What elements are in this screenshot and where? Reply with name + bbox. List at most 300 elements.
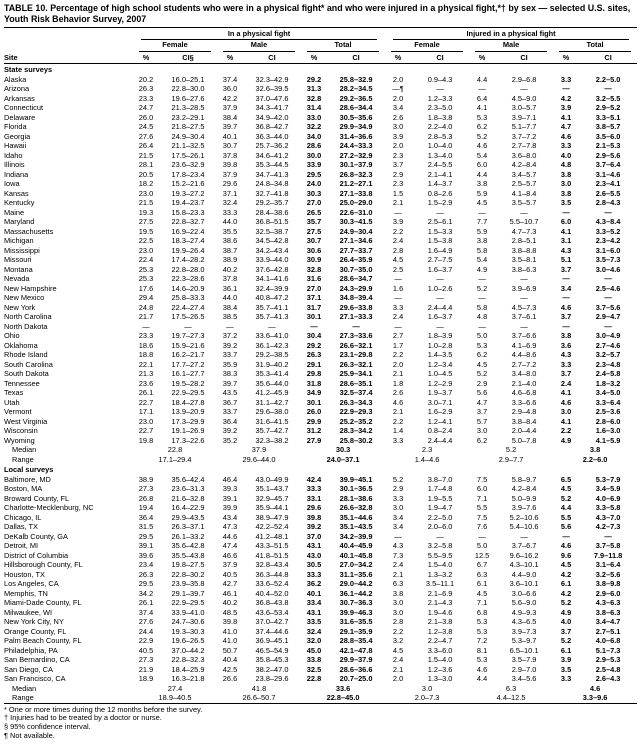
value-cell: 2.2 <box>560 426 572 436</box>
value-cell: 40.1–45.8 <box>339 550 373 560</box>
value-cell: 4.4–8.6 <box>511 350 537 360</box>
value-cell: 2.4 <box>392 560 404 570</box>
value-cell: 4.6 <box>476 141 488 151</box>
value-cell: 18.4–27.8 <box>171 397 205 407</box>
value-cell: 40.2 <box>222 598 238 608</box>
value-cell: 36.3–44.8 <box>255 569 289 579</box>
value-cell: 4.2–8.4 <box>511 160 537 170</box>
value-cell: 1.9–3.7 <box>427 388 453 398</box>
value-cell: 32.4 <box>306 626 322 636</box>
value-cell: — <box>436 207 444 217</box>
value-cell: 4.5 <box>476 198 488 208</box>
value-cell: 4.6 <box>560 397 572 407</box>
value-cell: 43.6–53.4 <box>255 607 289 617</box>
value-cell: 1.6 <box>392 283 404 293</box>
site-row <box>4 436 637 446</box>
value-cell: 24.5 <box>138 122 154 132</box>
pct-header: % <box>133 52 159 64</box>
value-cell: 39.2 <box>222 340 238 350</box>
value-cell: 8.1 <box>476 645 488 655</box>
value-cell: 16.9–22.4 <box>171 226 205 236</box>
site-row <box>4 388 637 398</box>
value-cell: 6.4 <box>476 93 488 103</box>
value-cell: 3.7–6.4 <box>595 160 621 170</box>
site-row <box>4 532 637 542</box>
value-cell: 4.3–7.0 <box>595 512 621 522</box>
value-cell: — <box>436 531 444 541</box>
value-cell: 26.8 <box>138 493 154 503</box>
value-cell: 2.1–6.9 <box>427 588 453 598</box>
value-cell: 2.7–7.5 <box>427 255 453 265</box>
value-cell: 4.1–5.9 <box>595 435 621 445</box>
value-cell: 37.9 <box>222 103 238 113</box>
value-cell: 7.1 <box>476 598 488 608</box>
value-cell: 28.3–34.2 <box>339 426 373 436</box>
value-cell: 18.3–27.4 <box>171 236 205 246</box>
value-cell: 7.2 <box>476 636 488 646</box>
value-cell: 40.4–45.9 <box>339 541 373 551</box>
summary-value: 29.6–44.0 <box>242 454 276 464</box>
site-name: Oklahoma <box>4 340 38 350</box>
value-cell: 6.3 <box>476 569 488 579</box>
value-cell: 19.6–26.5 <box>171 636 205 646</box>
value-cell: 27.5 <box>306 226 322 236</box>
group-header-fight-label: In a physical fight <box>141 28 377 41</box>
value-cell: 2.5–5.7 <box>511 179 537 189</box>
value-cell: 26.1–33.2 <box>171 531 205 541</box>
value-cell: 2.1–4.0 <box>511 378 537 388</box>
value-cell: 2.3–4.2 <box>595 236 621 246</box>
value-cell: 2.2 <box>392 350 404 360</box>
value-cell: 18.6 <box>138 340 154 350</box>
value-cell: 42.2 <box>222 93 238 103</box>
site-name: Memphis, TN <box>4 588 48 598</box>
value-cell: 2.4–5.5 <box>427 160 453 170</box>
site-name: North Dakota <box>4 321 48 331</box>
value-cell: 25.8–33.3 <box>171 293 205 303</box>
value-cell: 3.3 <box>560 359 572 369</box>
site-name: Maryland <box>4 217 35 227</box>
value-cell: 19.7–27.3 <box>171 331 205 341</box>
value-cell: 25.3 <box>138 274 154 284</box>
value-cell: 19.8–27.5 <box>171 560 205 570</box>
value-cell: 35.1–44.6 <box>339 512 373 522</box>
value-cell: 26.5 <box>306 207 322 217</box>
value-cell: 4.7 <box>476 397 488 407</box>
value-cell: 3.7 <box>560 312 572 322</box>
site-row <box>4 579 637 589</box>
value-cell: 36.8–43.8 <box>255 598 289 608</box>
value-cell: 2.4 <box>392 655 404 665</box>
value-cell: 24.8 <box>138 302 154 312</box>
value-cell: 3.8–9.8 <box>595 579 621 589</box>
value-cell: 3.0 <box>560 179 572 189</box>
summary-value: 1.4–4.6 <box>414 454 440 464</box>
value-cell: 31.2 <box>306 426 322 436</box>
value-cell: 3.5 <box>560 198 572 208</box>
summary-value: 5.2 <box>505 445 517 455</box>
value-cell: 29.8 <box>306 369 322 379</box>
value-cell: 3.8–6.3 <box>595 607 621 617</box>
value-cell: 43.3–51.5 <box>255 541 289 551</box>
value-cell: 4.6 <box>560 302 572 312</box>
value-cell: 4.2–7.3 <box>595 522 621 532</box>
summary-value: 6.3 <box>505 683 517 693</box>
site-name: Nevada <box>4 274 30 284</box>
value-cell: 16.3–21.8 <box>171 674 205 684</box>
value-cell: 25.0–29.0 <box>339 198 373 208</box>
value-cell: 32.5 <box>306 664 322 674</box>
value-cell: 1.7–4.8 <box>427 484 453 494</box>
value-cell: — <box>478 207 486 217</box>
value-cell: 39.9 <box>222 503 238 513</box>
value-cell: 30.5–35.6 <box>339 112 373 122</box>
site-name: Florida <box>4 122 27 132</box>
value-cell: 32.5–37.4 <box>339 388 373 398</box>
value-cell: 30.7 <box>222 141 238 151</box>
value-cell: 40.8–47.2 <box>255 293 289 303</box>
site-row <box>4 246 637 256</box>
value-cell: 43.1 <box>306 541 322 551</box>
value-cell: — <box>394 531 402 541</box>
site-row <box>4 379 637 389</box>
value-cell: 23.2–29.1 <box>171 112 205 122</box>
value-cell: 3.1–6.4 <box>595 560 621 570</box>
value-cell: 1.2–2.9 <box>427 378 453 388</box>
summary-value: 2.0–7.3 <box>414 693 440 703</box>
value-cell: 2.4–4.4 <box>427 302 453 312</box>
value-cell: 3.0 <box>392 503 404 513</box>
value-cell: 44.0 <box>222 293 238 303</box>
value-cell: 7.3 <box>392 550 404 560</box>
value-cell: 30.7–35.0 <box>339 264 373 274</box>
value-cell: 31.6–41.5 <box>255 416 289 426</box>
value-cell: 4.2 <box>560 569 572 579</box>
value-cell: 17.8–23.4 <box>171 169 205 179</box>
value-cell: 30.5 <box>306 560 322 570</box>
value-cell: 30.7–36.3 <box>339 598 373 608</box>
value-cell: 35.7–41.3 <box>255 312 289 322</box>
value-cell: 23.3 <box>138 93 154 103</box>
value-cell: — <box>604 293 612 303</box>
value-cell: 12.5 <box>474 550 490 560</box>
value-cell: 3.9–7.1 <box>511 112 537 122</box>
value-cell: 26.3–34.3 <box>339 397 373 407</box>
value-cell: 1.2–3.8 <box>427 626 453 636</box>
value-cell: 41.0 <box>222 626 238 636</box>
value-cell: 23.6–31.3 <box>171 484 205 494</box>
summary-value: 22.8 <box>167 445 183 455</box>
value-cell: 3.3 <box>560 74 572 84</box>
site-row <box>4 646 637 656</box>
value-cell: 21.9 <box>138 664 154 674</box>
summary-value: 4.6 <box>589 683 601 693</box>
value-cell: 4.0 <box>560 617 572 627</box>
value-cell: 3.2–5.5 <box>595 93 621 103</box>
value-cell: 21.3–28.5 <box>171 103 205 113</box>
ci-header: CI <box>327 52 385 64</box>
value-cell: 27.3 <box>138 655 154 665</box>
value-cell: 1.6–2.9 <box>427 407 453 417</box>
summary-value: 30.3 <box>335 445 351 455</box>
site-row <box>4 170 637 180</box>
value-cell: 4.2 <box>560 588 572 598</box>
value-cell: 29.2–38.5 <box>255 350 289 360</box>
value-cell: 21.7 <box>138 312 154 322</box>
site-row <box>4 265 637 275</box>
value-cell: 6.3 <box>392 579 404 589</box>
value-cell: — <box>352 321 360 331</box>
value-cell: 13.9–20.9 <box>171 407 205 417</box>
value-cell: 3.8–6.3 <box>511 264 537 274</box>
value-cell: 5.5–9.5 <box>427 550 453 560</box>
value-cell: 35.3–44.5 <box>255 160 289 170</box>
value-cell: 37.0 <box>306 531 322 541</box>
value-cell: 43.1 <box>306 607 322 617</box>
value-cell: 26.1 <box>138 388 154 398</box>
value-cell: — <box>520 274 528 284</box>
value-cell: 38.4 <box>222 112 238 122</box>
value-cell: 2.1–3.8 <box>427 617 453 627</box>
value-cell: 41.0 <box>222 636 238 646</box>
value-cell: 38.7 <box>222 245 238 255</box>
value-cell: 32.8–43.4 <box>255 560 289 570</box>
site-row <box>4 141 637 151</box>
value-cell: 32.0 <box>306 636 322 646</box>
value-cell: 22.4 <box>138 255 154 265</box>
value-cell: 26.0 <box>138 112 154 122</box>
pct-header: % <box>301 52 327 64</box>
value-cell: 45.0 <box>306 645 322 655</box>
value-cell: 3.7–7.2 <box>511 131 537 141</box>
site-name: New York <box>4 302 36 312</box>
value-cell: 37.9 <box>222 560 238 570</box>
value-cell: 3.3–6.0 <box>427 645 453 655</box>
value-cell: 24.7–30.6 <box>171 617 205 627</box>
section-header-row <box>4 64 637 75</box>
value-cell: 39.8 <box>222 617 238 627</box>
value-cell: 4.9–9.3 <box>511 607 537 617</box>
value-cell: — <box>604 531 612 541</box>
value-cell: 19.3 <box>138 207 154 217</box>
site-name: District of Columbia <box>4 550 69 560</box>
value-cell: 3.2–5.6 <box>595 569 621 579</box>
summary-value: 3.0 <box>421 683 433 693</box>
value-cell: — <box>478 293 486 303</box>
value-cell: 3.3–6.6 <box>511 397 537 407</box>
site-name: Palm Beach County, FL <box>4 636 82 646</box>
value-cell: 15.8–23.3 <box>171 207 205 217</box>
value-cell: 25.2–35.2 <box>339 416 373 426</box>
value-cell: 35.2 <box>222 435 238 445</box>
ci-header: CI§ <box>159 52 217 64</box>
value-cell: 36.4 <box>222 416 238 426</box>
value-cell: 21.1–32.5 <box>171 141 205 151</box>
site-row <box>4 541 637 551</box>
site-name: DeKalb County, GA <box>4 531 68 541</box>
value-cell: 31.5 <box>138 522 154 532</box>
value-cell: 27.7–33.7 <box>339 245 373 255</box>
value-cell: 38.9–47.9 <box>255 512 289 522</box>
value-cell: 46.6 <box>222 550 238 560</box>
site-name: Hillsborough County, FL <box>4 560 83 570</box>
value-cell: 7.6 <box>476 522 488 532</box>
value-cell: 5.0–9.9 <box>511 493 537 503</box>
value-cell: 36.1–44.2 <box>339 588 373 598</box>
group-header-fight <box>133 28 385 41</box>
value-cell: 4.1 <box>560 388 572 398</box>
value-cell: 32.4 <box>222 198 238 208</box>
summary-value: 18.9–40.5 <box>158 693 192 703</box>
value-cell: 19.9–26.4 <box>171 245 205 255</box>
site-row <box>4 360 637 370</box>
value-cell: 28.6 <box>306 141 322 151</box>
value-cell: — <box>604 207 612 217</box>
value-cell: 3.5–6.0 <box>595 131 621 141</box>
value-cell: 2.0–4.4 <box>511 426 537 436</box>
value-cell: 29.2 <box>306 74 322 84</box>
value-cell: 3.0 <box>392 122 404 132</box>
site-name: Rhode Island <box>4 350 48 360</box>
value-cell: 32.9–45.7 <box>255 493 289 503</box>
subgroup-total-fight: Total <box>301 40 385 52</box>
value-cell: 5.2 <box>476 283 488 293</box>
value-cell: 22.8–32.3 <box>171 655 205 665</box>
value-cell: 3.4–5.6 <box>511 674 537 684</box>
value-cell: 32.3–42.9 <box>255 74 289 84</box>
value-cell: 7.7 <box>476 217 488 227</box>
value-cell: 2.8–4.3 <box>595 198 621 208</box>
value-cell: 30.6 <box>306 245 322 255</box>
value-cell: 19.5 <box>138 226 154 236</box>
subgroup-female-injured: Female <box>385 40 469 52</box>
site-name: Chicago, IL <box>4 512 42 522</box>
value-cell: 41.8–51.5 <box>255 550 289 560</box>
site-row <box>4 331 637 341</box>
value-cell: 5.3–9.7 <box>511 636 537 646</box>
value-cell: — <box>520 293 528 303</box>
value-cell: 2.3 <box>392 179 404 189</box>
value-cell: 37.8 <box>222 274 238 284</box>
value-cell: 4.3 <box>560 245 572 255</box>
summary-value: 2.2–6.0 <box>582 454 608 464</box>
value-cell: 7.1 <box>476 493 488 503</box>
value-cell: 29.6 <box>222 179 238 189</box>
site-row <box>4 494 637 504</box>
value-cell: 26.4–35.9 <box>339 255 373 265</box>
value-cell: — <box>268 321 276 331</box>
value-cell: 2.4 <box>392 312 404 322</box>
site-row <box>4 341 637 351</box>
value-cell: 2.6–4.3 <box>595 674 621 684</box>
value-cell: 24.4 <box>138 626 154 636</box>
site-row <box>4 103 637 113</box>
value-cell: 3.7 <box>560 626 572 636</box>
site-name: New Mexico <box>4 293 45 303</box>
value-cell: 2.9–5.6 <box>595 150 621 160</box>
value-cell: 41.2–48.1 <box>255 531 289 541</box>
value-cell: 34.2–39.9 <box>339 531 373 541</box>
site-name: Kansas <box>4 188 29 198</box>
value-cell: 1.4 <box>392 426 404 436</box>
value-cell: 31.9–40.2 <box>255 359 289 369</box>
value-cell: 29.6–33.8 <box>339 302 373 312</box>
site-row <box>4 369 637 379</box>
value-cell: 39.1 <box>138 541 154 551</box>
value-cell: 27.1–33.8 <box>339 188 373 198</box>
value-cell: 5.3 <box>476 340 488 350</box>
value-cell: 5.5–10.7 <box>509 217 539 227</box>
value-cell: 37.0–44.2 <box>171 645 205 655</box>
site-row <box>4 113 637 123</box>
value-cell: 32.5–38.7 <box>255 226 289 236</box>
value-cell: 35.6–42.4 <box>171 474 205 484</box>
value-cell: 22.8–32.7 <box>171 217 205 227</box>
value-cell: 34.6–41.2 <box>255 150 289 160</box>
value-cell: 1.4–3.5 <box>427 350 453 360</box>
summary-value: 26.6–50.7 <box>242 693 276 703</box>
value-cell: 3.2–5.7 <box>595 350 621 360</box>
site-row <box>4 322 637 332</box>
value-cell: 32.8 <box>306 264 322 274</box>
value-cell: 4.5 <box>392 645 404 655</box>
value-cell: 3.3–5.1 <box>595 112 621 122</box>
value-cell: 3.7–6.1 <box>511 312 537 322</box>
value-cell: 31.4 <box>306 103 322 113</box>
value-cell: — <box>436 84 444 94</box>
summary-value: 17.1–29.4 <box>158 454 192 464</box>
value-cell: 1.0–4.5 <box>427 369 453 379</box>
value-cell: 4.6 <box>392 397 404 407</box>
subgroup-female-fight: Female <box>133 40 217 52</box>
value-cell: 3.0 <box>392 607 404 617</box>
site-row <box>4 151 637 161</box>
value-cell: 22.9 <box>138 636 154 646</box>
value-cell: 17.3–22.6 <box>171 435 205 445</box>
value-cell: — <box>520 84 528 94</box>
section-header-row <box>4 464 637 475</box>
value-cell: 3.5–7.3 <box>595 255 621 265</box>
summary-value: 4.4–12.5 <box>496 693 526 703</box>
value-cell: 42.4 <box>306 474 322 484</box>
value-cell: 17.4–28.2 <box>171 255 205 265</box>
value-cell: 3.4 <box>392 512 404 522</box>
value-cell: 2.9 <box>392 484 404 494</box>
value-cell: — <box>562 321 570 331</box>
value-cell: 4.0–6.8 <box>595 636 621 646</box>
value-cell: 5.6 <box>560 522 572 532</box>
site-name: Hawaii <box>4 141 27 151</box>
value-cell: 28.6–36.6 <box>339 664 373 674</box>
site-name: Connecticut <box>4 103 44 113</box>
value-cell: 17.5–26.1 <box>171 150 205 160</box>
value-cell: — <box>394 321 402 331</box>
value-cell: 2.1 <box>392 407 404 417</box>
site-row <box>4 636 637 646</box>
value-cell: 36.0 <box>222 84 238 94</box>
value-cell: 28.6–34.4 <box>339 103 373 113</box>
value-cell: 4.7 <box>560 122 572 132</box>
value-cell: 2.6 <box>392 388 404 398</box>
value-cell: 3.9 <box>392 131 404 141</box>
value-cell: 33.7 <box>222 407 238 417</box>
value-cell: 6.8 <box>476 607 488 617</box>
value-cell: 39.8 <box>306 512 322 522</box>
value-cell: 5.8 <box>476 245 488 255</box>
value-cell: 3.8 <box>560 331 572 341</box>
value-cell: 37.9 <box>222 169 238 179</box>
value-cell: 38.2–47.0 <box>255 664 289 674</box>
